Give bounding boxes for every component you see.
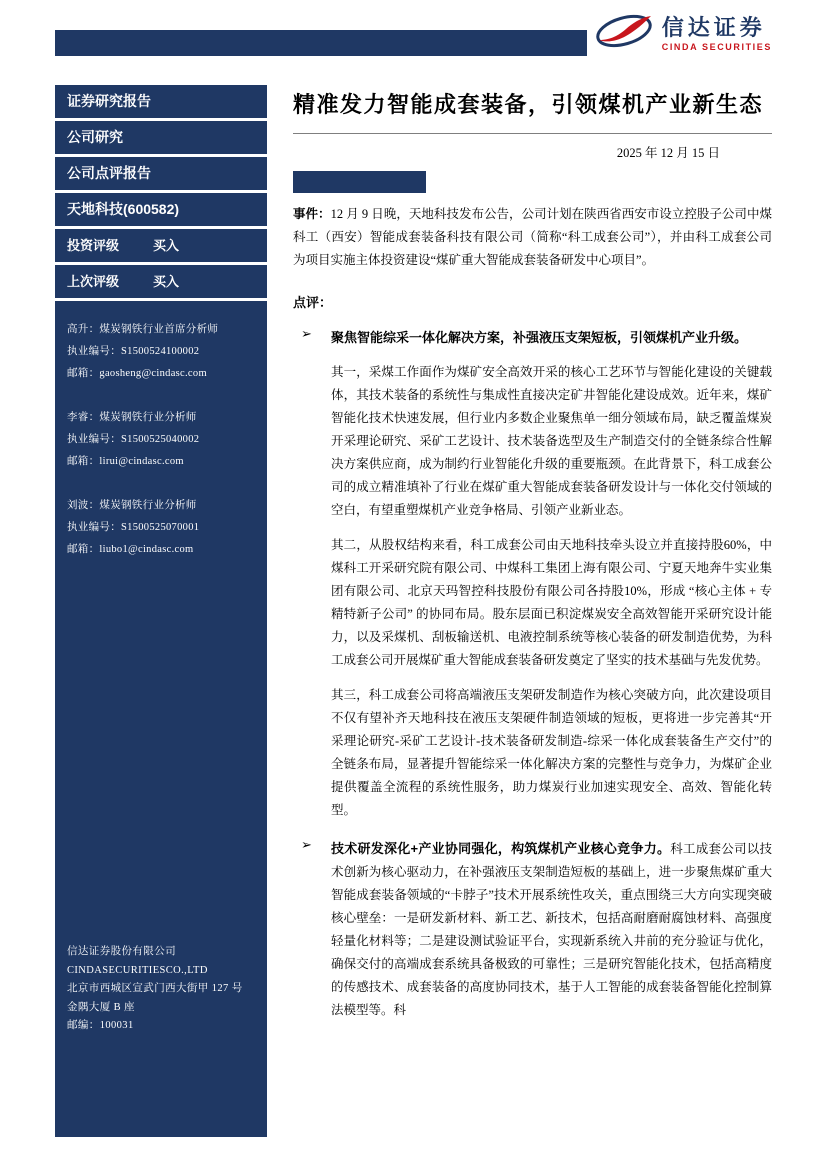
analyst-name: 高升：煤炭钢铁行业首席分析师 <box>67 324 219 335</box>
event-paragraph <box>293 203 772 272</box>
event-label: 事件： <box>293 207 331 221</box>
firm-name-cn: 信达证券股份有限公司 <box>67 946 176 957</box>
bullet-heading: 技术研发深化+产业协同强化，构筑煤机产业核心竞争力。 <box>331 841 671 856</box>
firm-address-line1: 北京市西城区宣武门西大街甲 127 号 <box>67 983 243 994</box>
analyst-license: 执业编号：S1500524100002 <box>67 346 200 357</box>
analyst-email: 邮箱：lirui@cindasc.com <box>67 456 184 467</box>
investment-rating-row <box>55 229 267 262</box>
event-text: 12 月 9 日晚，天地科技发布公告，公司计划在陕西省西安市设立控股子公司中煤科工（西安）智能成套装备科技有限公司（简称“科工成套公司”），并由科工成套公司为项目实施主体投资建设“煤矿重大智能成套装备研发中心项目”。 <box>293 207 772 267</box>
bullet-arrow-icon: ➢ <box>301 838 312 853</box>
analyst-card <box>67 407 255 473</box>
divider <box>293 133 772 134</box>
bullet-arrow-icon: ➢ <box>301 327 312 342</box>
analyst-email: 邮箱：liubo1@cindasc.com <box>67 544 194 555</box>
bullet-paragraph: 其三，科工成套公司将高端液压支架研发制造作为核心突破方向，此次建设项目不仅有望补齐天地科技在液压支架硬件制造领域的短板，更将进一步完善其“开采理论研究-采矿工艺设计-技术装备研发制造-综采一体化成套装备生产交付”的全链条布局，显著提升智能综采一体化解决方案的完整性与竞争力，为煤矿企业提供覆盖全流程的系统性服务，助力煤炭行业加速实现安全、高效、智能化转型。 <box>331 688 772 817</box>
analyst-card <box>67 495 255 561</box>
analyst-name: 李睿：煤炭钢铁行业分析师 <box>67 412 197 423</box>
company-name-code: 天地科技(600582) <box>67 201 180 217</box>
analyst-card <box>67 319 255 385</box>
report-date: 2025 年 12 月 15 日 <box>616 146 720 160</box>
decorative-navy-bar <box>293 171 426 193</box>
bullet-body <box>331 326 772 822</box>
bullet-text: 科工成套公司以技术创新为核心驱动力，在补强液压支架制造短板的基础上，进一步聚焦煤矿重大智能成套装备领域的“卡脖子”技术开展系统性攻关，重点围绕三大方向实现突破核心壁垒：一是研发新材料、新工艺、新技术，包括高耐磨耐腐蚀材料、高强度轻量化材料等；二是建设测试验证平台，实现新系统入井前的充分验证与优化，确保交付的高端成套系统具备极致的可靠性；三是研究智能化技术，包括高精度的传感技术、成套装备的高度协同技术，基于人工智能的成套装备智能化控制算法模型等。科 <box>331 842 772 1017</box>
analyst-license: 执业编号：S1500525070001 <box>67 522 200 533</box>
bullet-paragraph: 其一，采煤工作面作为煤矿安全高效开采的核心工艺环节与智能化建设的关键载体，其技术装备的系统性与集成性直接决定矿井智能化建设成效。近年来，煤矿智能化技术快速发展，但行业内多数企业聚焦单一细分领域布局，缺乏覆盖煤炭开采理论研究、采矿工艺设计、技术装备选型及生产制造交付的全链条综合性解决方案供应商，成为制约行业智能化升级的重要瓶颈。在此背景下，科工成套公司的成立精准填补了行业在煤矿重大智能成套装备研发设计与一体化交付领域的空白，有望重塑煤机产业竞争格局、引领产业新业态。 <box>331 365 772 517</box>
rating-label: 投资评级 <box>67 238 120 253</box>
bullet-paragraph <box>331 837 772 1022</box>
firm-name-en: CINDASECURITIESCO.,LTD <box>67 964 208 976</box>
bullet-body <box>331 837 772 1022</box>
firm-address-line2: 金隅大厦 B 座 <box>67 1001 135 1013</box>
bullet-item-2 <box>293 837 772 1022</box>
bullet-paragraph: 其二，从股权结构来看，科工成套公司由天地科技牵头设立并直接持股60%，中煤科工开采研究院有限公司、中煤科工集团上海有限公司、宁夏天地奔牛实业集团有限公司、北京天玛智控科技股份有限公司各持股10%，形成 “核心主体 + 专精特新子公司” 的协同布局。股东层面已积淀煤炭安全高效智能开采研究设计能力，以及采煤机、刮板输送机、电液控制系统等核心装备的研发制造优势，为科工成套公司开展煤矿重大智能成套装备研发奠定了坚实的技术基础与先发优势。 <box>331 538 772 667</box>
comment-label: 点评： <box>293 295 333 310</box>
previous-rating-row <box>55 265 267 298</box>
analyst-list <box>55 301 267 561</box>
analyst-email: 邮箱：gaosheng@cindasc.com <box>67 368 207 379</box>
sidebar-tag-research-report: 证券研究报告 <box>67 93 151 109</box>
bullet-item-1 <box>293 326 772 822</box>
report-title: 精准发力智能成套装备，引领煤机产业新生态 <box>293 92 764 117</box>
cinda-swoosh-icon <box>593 8 655 59</box>
firm-postcode: 邮编：100031 <box>67 1020 134 1031</box>
sidebar-tag-comment-report: 公司点评报告 <box>67 165 151 181</box>
rating-label: 上次评级 <box>67 274 120 289</box>
analyst-name: 刘波：煤炭钢铁行业分析师 <box>67 500 197 511</box>
sidebar <box>55 85 267 1137</box>
brand-text <box>662 15 772 53</box>
main-content <box>293 86 772 1022</box>
brand-logo <box>587 6 772 61</box>
firm-contact-block <box>67 943 257 1036</box>
bullet-heading: 聚焦智能综采一体化解决方案，补强液压支架短板，引领煤机产业升级。 <box>331 330 748 345</box>
rating-value: 买入 <box>153 238 180 253</box>
sidebar-tag-company-research: 公司研究 <box>67 129 123 145</box>
brand-name-en: CINDA SECURITIES <box>661 41 772 52</box>
brand-name-cn: 信达证券 <box>661 14 766 40</box>
header-navy-bar <box>55 30 597 56</box>
rating-value: 买入 <box>153 274 180 289</box>
analyst-license: 执业编号：S1500525040002 <box>67 434 200 445</box>
